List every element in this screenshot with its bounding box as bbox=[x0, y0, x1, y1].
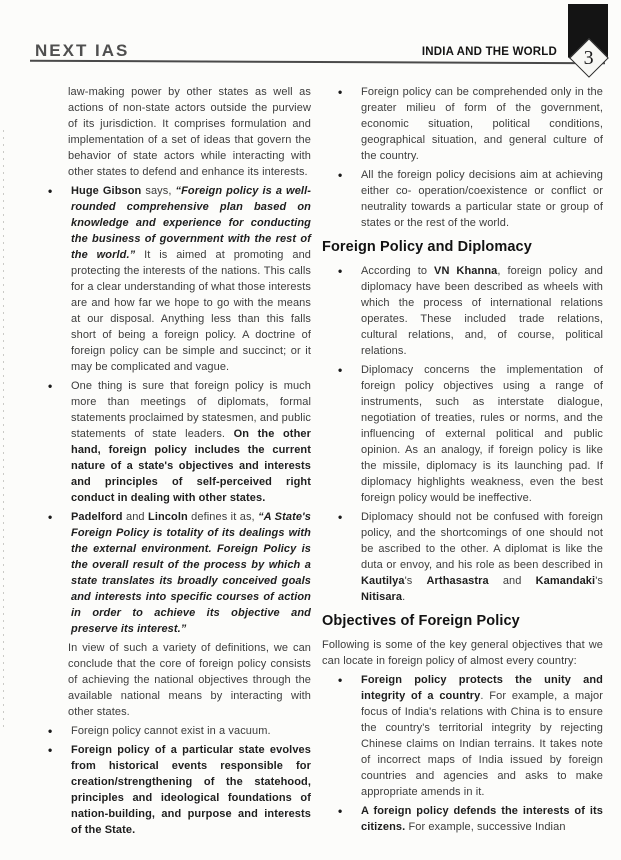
text-run: law-making power by other states as well as actions of non-state actors outside the purview of its jurisdiction. It comprises formulation and implementation of a set of ideas that govern the behavior of state actors while interacting with other states to defend and enhance its interests. bbox=[68, 86, 311, 178]
left-column bbox=[45, 84, 311, 841]
paragraph-text bbox=[322, 637, 603, 669]
text-run: Nitisara bbox=[361, 591, 403, 603]
text-run: Foreign policy of a particular state evolves from historical events responsible for creation/strengthening of the statehood, principles and ideological foundations of nation-building, and purpose and interests of the State. bbox=[71, 744, 311, 836]
publisher-logo: NEXT IAS bbox=[35, 41, 130, 60]
bullet-icon: • bbox=[48, 510, 53, 524]
section-heading: Foreign Policy and Diplomacy bbox=[322, 239, 532, 255]
bullet-item bbox=[45, 509, 311, 637]
text-run: “A State's Foreign Policy is totality of its dealings with the external environment. Foreign Policy is the overall result of the process by which a state translates its broadly conceived goals and interests into specific courses of action in order to achieve its objective and preserve its interest.” bbox=[71, 511, 311, 635]
text-run: defines it as, bbox=[187, 511, 259, 523]
text-run: , foreign policy and diplomacy have been described as wheels with which the process of international relations operates. These included trade relations, cultural relations, and, of course, political relations. bbox=[361, 265, 603, 357]
bullet-icon: • bbox=[48, 379, 53, 393]
text-run: All the foreign policy decisions aim at achieving either co- operation/coexistence or conflict or neutrality towards a particular state or group of states or the rest of the world. bbox=[361, 169, 603, 229]
bullet-icon: • bbox=[338, 673, 343, 687]
bullet-icon: • bbox=[48, 724, 53, 738]
header-divider bbox=[30, 60, 605, 64]
page-number: 3 bbox=[584, 46, 594, 69]
paragraph-text bbox=[361, 803, 603, 835]
text-run: VN Khanna bbox=[434, 265, 498, 277]
paragraph-text bbox=[361, 362, 603, 506]
paragraph-text bbox=[68, 640, 311, 720]
bullet-item bbox=[322, 803, 603, 835]
text-run: Arthasastra bbox=[426, 575, 489, 587]
bullet-icon: • bbox=[338, 264, 343, 278]
text-run: Diplomacy should not be confused with foreign policy, and the shortcomings of one should not be ascribed to the other. A diplomat is like the duta or envoy, and his role as been described in bbox=[361, 511, 603, 571]
text-run: Padelford bbox=[71, 511, 123, 523]
right-column bbox=[322, 84, 603, 838]
paragraph-text bbox=[361, 167, 603, 231]
text-run: According to bbox=[361, 265, 435, 277]
paragraph-text bbox=[71, 742, 311, 838]
paragraph-text bbox=[71, 183, 311, 375]
text-run: Diplomacy concerns the implementation of foreign policy objectives using a range of instruments, such as interstate dialogue, negotiation of treaties, rules or norms, and the influencing of external political and public opinion. As an analogy, if foreign policy is like the missile, diplomacy is its launching pad. If diplomacy highlights weakness, even the best foreign policy would be ineffective. bbox=[361, 364, 603, 504]
text-run: In view of such a variety of definitions, we can conclude that the core of foreign policy consists of achieving the national objectives through the available national means by interacting with other states. bbox=[68, 642, 311, 718]
bullet-item bbox=[322, 84, 603, 164]
text-run: A foreign policy defends the interests of its citizens. bbox=[361, 805, 603, 833]
text-run: For example, successive Indian bbox=[405, 821, 566, 833]
bullet-icon: • bbox=[48, 184, 53, 198]
text-run: Huge Gibson bbox=[71, 185, 142, 197]
bullet-icon: • bbox=[48, 743, 53, 757]
text-run: One thing is sure that foreign policy is much more than meetings of diplomats, formal statements proclaimed by statesmen, and public statements of state leaders. bbox=[71, 380, 311, 440]
bullet-icon: • bbox=[338, 363, 343, 377]
text-run: Kautilya bbox=[361, 575, 405, 587]
text-run: . For example, a major focus of India's relations with China is to ensure the country's territorial integrity by rejecting Chinese claims on Indian terrains. It takes note of incorrect maps of India issued by foreign countries and agencies and asks to make appropriate amends in it. bbox=[361, 690, 603, 798]
bullet-item bbox=[322, 672, 603, 800]
bullet-item bbox=[322, 509, 603, 605]
bullet-item bbox=[322, 362, 603, 506]
text-run: Following is some of the key general objectives that we can locate in foreign policy of almost every country: bbox=[322, 639, 603, 667]
paragraph-text bbox=[71, 378, 311, 506]
text-run: Foreign policy cannot exist in a vacuum. bbox=[71, 725, 271, 737]
paragraph-text bbox=[71, 723, 311, 739]
text-run: Foreign policy can be comprehended only in the greater milieu of form of the government, economic situation, political conditions, geographical situation, and general culture of the country. bbox=[361, 86, 603, 162]
text-run: On the other hand, foreign policy includes the current nature of a state's objectives and interests and principles of self-perceived right conduct in dealing with other states. bbox=[71, 428, 311, 504]
text-run: and bbox=[488, 575, 536, 587]
bullet-icon: • bbox=[338, 168, 343, 182]
text-run: It is aimed at promoting and protecting the interests of the nations. This calls for a clear understanding of what those interests are and how far we hope to go with the means at our disposal. Anything less than this falls short of being a foreign policy. A doctrine of foreign policy can be simple and succinct; or it may be complicated and vague. bbox=[71, 249, 311, 373]
bullet-item bbox=[45, 378, 311, 506]
paragraph-text bbox=[361, 84, 603, 164]
text-run: . bbox=[402, 591, 406, 603]
text-run: says, bbox=[141, 185, 176, 197]
paragraph-text bbox=[68, 84, 311, 180]
text-run: 's bbox=[404, 575, 427, 587]
text-run: “Foreign policy is a well-rounded comprehensive plan based on knowledge and experience for conducting the business of government with the rest of the world.” bbox=[71, 185, 311, 261]
bullet-icon: • bbox=[338, 804, 343, 818]
section-heading: Objectives of Foreign Policy bbox=[322, 613, 520, 629]
bullet-item bbox=[45, 183, 311, 375]
bullet-icon: • bbox=[338, 85, 343, 99]
bullet-item bbox=[322, 167, 603, 231]
bullet-item bbox=[322, 263, 603, 359]
chapter-title: INDIA AND THE WORLD bbox=[421, 46, 557, 58]
paragraph-text bbox=[361, 509, 603, 605]
paragraph-text bbox=[361, 263, 603, 359]
bullet-item bbox=[45, 723, 311, 739]
paragraph bbox=[322, 637, 603, 669]
bullet-item bbox=[45, 742, 311, 838]
paragraph-text bbox=[361, 672, 603, 800]
text-run: and bbox=[122, 511, 148, 523]
paragraph bbox=[68, 84, 311, 180]
text-run: Foreign policy protects the unity and integrity of a country bbox=[361, 674, 603, 702]
text-run: 's bbox=[595, 575, 603, 587]
text-run: Lincoln bbox=[148, 511, 188, 523]
paragraph-text bbox=[71, 509, 311, 637]
paragraph bbox=[68, 640, 311, 720]
bullet-icon: • bbox=[338, 510, 343, 524]
text-run: Kamandaki bbox=[535, 575, 596, 587]
page-edge-line bbox=[3, 130, 4, 730]
